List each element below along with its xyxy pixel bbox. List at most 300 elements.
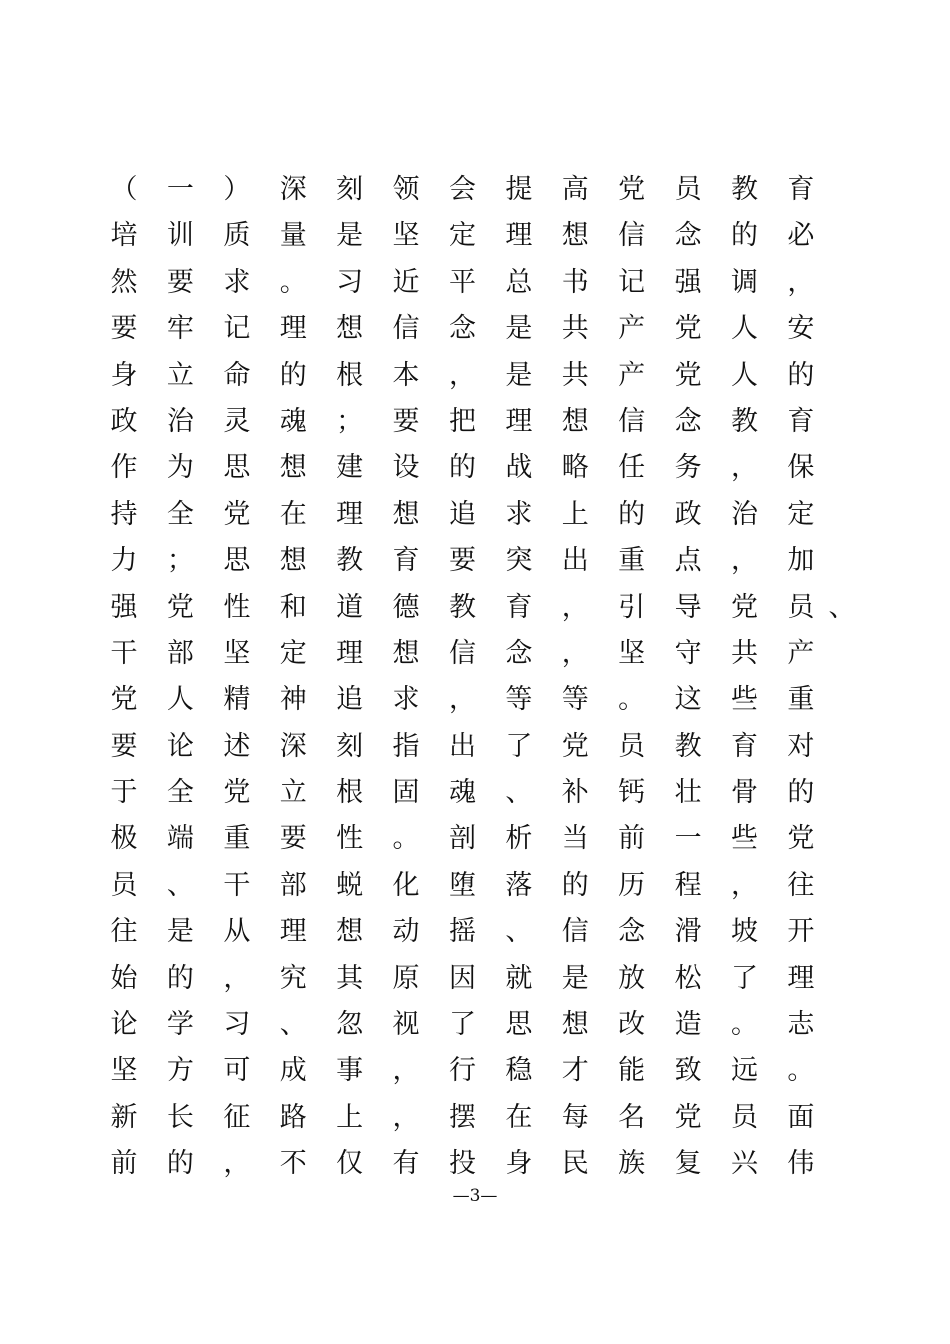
glyph: 面 <box>787 1101 815 1133</box>
glyph: 定 <box>279 637 307 669</box>
glyph: 想 <box>561 220 589 252</box>
text-line <box>110 1095 815 1141</box>
glyph: ， <box>448 684 476 716</box>
glyph: 共 <box>561 313 589 345</box>
glyph: 要 <box>166 266 194 298</box>
glyph: 信 <box>561 916 589 948</box>
glyph: 质 <box>223 220 251 252</box>
glyph: 对 <box>787 730 815 762</box>
glyph: 教 <box>448 591 476 623</box>
glyph: 信 <box>448 637 476 669</box>
glyph: 党 <box>674 1101 702 1133</box>
glyph: 、 <box>279 1009 307 1041</box>
glyph: 的 <box>166 962 194 994</box>
text-line <box>110 909 815 955</box>
glyph: 略 <box>561 452 589 484</box>
glyph: 。 <box>392 823 420 855</box>
glyph: 求 <box>223 266 251 298</box>
glyph: 人 <box>730 313 758 345</box>
glyph: 视 <box>392 1009 420 1041</box>
glyph: 。 <box>730 1009 758 1041</box>
glyph: 壮 <box>674 777 702 809</box>
glyph: 动 <box>392 916 420 948</box>
glyph: 育 <box>505 591 533 623</box>
text-line <box>110 863 815 909</box>
glyph: 党 <box>674 359 702 391</box>
glyph: 持 <box>110 498 138 530</box>
glyph: 投 <box>448 1148 476 1180</box>
glyph: ， <box>392 1055 420 1087</box>
glyph: 立 <box>166 359 194 391</box>
glyph: 思 <box>223 452 251 484</box>
glyph: 论 <box>166 730 194 762</box>
glyph: 是 <box>505 359 533 391</box>
glyph: 教 <box>730 174 758 205</box>
glyph: 人 <box>166 684 194 716</box>
glyph: 员 <box>618 730 646 762</box>
glyph: 求 <box>392 684 420 716</box>
glyph: 可 <box>223 1055 251 1087</box>
glyph: 引 <box>618 591 646 623</box>
glyph: 了 <box>505 730 533 762</box>
glyph: 的 <box>618 498 646 530</box>
glyph: 魂 <box>448 777 476 809</box>
glyph: 信 <box>618 220 646 252</box>
glyph: 堕 <box>448 869 476 901</box>
glyph: 干 <box>223 869 251 901</box>
glyph: 要 <box>448 545 476 577</box>
glyph: 会 <box>448 174 476 205</box>
glyph: 德 <box>392 591 420 623</box>
glyph: 记 <box>618 266 646 298</box>
text-line <box>110 538 815 584</box>
glyph: 治 <box>166 405 194 437</box>
glyph: ， <box>730 452 758 484</box>
glyph: 追 <box>448 498 476 530</box>
glyph: 治 <box>730 498 758 530</box>
glyph: ， <box>730 545 758 577</box>
glyph: 固 <box>392 777 420 809</box>
glyph: 的 <box>279 359 307 391</box>
glyph: 深 <box>279 174 307 205</box>
glyph: 才 <box>561 1055 589 1087</box>
glyph: 指 <box>392 730 420 762</box>
glyph: 名 <box>618 1101 646 1133</box>
glyph: 摆 <box>448 1101 476 1133</box>
glyph: 。 <box>787 1055 815 1087</box>
glyph: 记 <box>223 313 251 345</box>
glyph: 想 <box>561 1009 589 1041</box>
body-text <box>110 167 856 1188</box>
text-line <box>110 306 815 352</box>
text-line <box>110 445 815 491</box>
text-line <box>110 956 815 1002</box>
glyph: 念 <box>505 637 533 669</box>
glyph: 党 <box>787 823 815 855</box>
glyph: 的 <box>787 359 815 391</box>
glyph: 复 <box>674 1148 702 1180</box>
glyph: 部 <box>166 637 194 669</box>
glyph: 摇 <box>448 916 476 948</box>
glyph: 总 <box>505 266 533 298</box>
text-line <box>110 167 815 213</box>
glyph: 这 <box>674 684 702 716</box>
glyph: 要 <box>110 730 138 762</box>
glyph: 、 <box>505 777 533 809</box>
glyph: 析 <box>505 823 533 855</box>
glyph: 党 <box>223 498 251 530</box>
glyph: 员 <box>110 869 138 901</box>
glyph: 共 <box>730 637 758 669</box>
glyph: 道 <box>336 591 364 623</box>
glyph: 述 <box>223 730 251 762</box>
glyph: 开 <box>787 916 815 948</box>
glyph: 量 <box>279 220 307 252</box>
glyph: 党 <box>561 730 589 762</box>
glyph: 性 <box>336 823 364 855</box>
text-line <box>110 677 815 723</box>
glyph: 族 <box>618 1148 646 1180</box>
glyph: 人 <box>730 359 758 391</box>
glyph: 极 <box>110 823 138 855</box>
glyph: 要 <box>279 823 307 855</box>
glyph: 是 <box>166 916 194 948</box>
glyph: 育 <box>392 545 420 577</box>
glyph: 每 <box>561 1101 589 1133</box>
glyph: 产 <box>618 313 646 345</box>
glyph: 等 <box>505 684 533 716</box>
text-line <box>110 1048 815 1094</box>
glyph: 论 <box>110 1009 138 1041</box>
glyph: 等 <box>561 684 589 716</box>
glyph: 魂 <box>279 405 307 437</box>
glyph: 些 <box>730 823 758 855</box>
glyph: 任 <box>618 452 646 484</box>
glyph: 突 <box>505 545 533 577</box>
glyph: 理 <box>787 962 815 994</box>
glyph: 的 <box>166 1148 194 1180</box>
glyph: 党 <box>166 591 194 623</box>
glyph: 稳 <box>505 1055 533 1087</box>
glyph: 想 <box>336 313 364 345</box>
glyph: 路 <box>279 1101 307 1133</box>
glyph: 兴 <box>730 1148 758 1180</box>
glyph: 本 <box>392 359 420 391</box>
glyph: 仅 <box>336 1148 364 1180</box>
glyph: 造 <box>674 1009 702 1041</box>
glyph: 改 <box>618 1009 646 1041</box>
glyph: 根 <box>336 359 364 391</box>
glyph: 想 <box>392 637 420 669</box>
glyph: 育 <box>787 174 815 205</box>
glyph: 究 <box>279 962 307 994</box>
glyph: 产 <box>787 637 815 669</box>
glyph: 政 <box>110 405 138 437</box>
glyph: 的 <box>448 452 476 484</box>
glyph: 的 <box>730 220 758 252</box>
glyph: 远 <box>730 1055 758 1087</box>
glyph: 了 <box>448 1009 476 1041</box>
glyph: 从 <box>223 916 251 948</box>
glyph: 平 <box>448 266 476 298</box>
glyph: 党 <box>674 313 702 345</box>
glyph: 理 <box>279 916 307 948</box>
glyph: 身 <box>110 359 138 391</box>
glyph: 训 <box>166 220 194 252</box>
glyph: 领 <box>392 174 420 205</box>
glyph: 事 <box>336 1055 364 1087</box>
glyph: 理 <box>336 498 364 530</box>
glyph: 点 <box>674 545 702 577</box>
glyph: 出 <box>448 730 476 762</box>
glyph: 补 <box>561 777 589 809</box>
glyph: 坚 <box>110 1055 138 1087</box>
glyph: 习 <box>336 266 364 298</box>
glyph: ； <box>166 545 194 577</box>
glyph: 安 <box>787 313 815 345</box>
glyph: 重 <box>618 545 646 577</box>
glyph: 骨 <box>730 777 758 809</box>
text-line <box>110 631 815 677</box>
glyph: 育 <box>787 405 815 437</box>
glyph: 立 <box>279 777 307 809</box>
glyph: 全 <box>166 498 194 530</box>
glyph: 是 <box>561 962 589 994</box>
glyph: 牢 <box>166 313 194 345</box>
glyph: 的 <box>787 777 815 809</box>
glyph: ， <box>223 1148 251 1180</box>
glyph: 定 <box>448 220 476 252</box>
glyph: 出 <box>561 545 589 577</box>
text-line <box>110 260 815 306</box>
text-line <box>110 213 815 259</box>
glyph: 剖 <box>448 823 476 855</box>
glyph: 党 <box>618 174 646 205</box>
glyph: 深 <box>279 730 307 762</box>
glyph: 始 <box>110 962 138 994</box>
glyph: 信 <box>618 405 646 437</box>
glyph: 是 <box>505 313 533 345</box>
glyph: 强 <box>674 266 702 298</box>
glyph: 书 <box>561 266 589 298</box>
glyph: 设 <box>392 452 420 484</box>
glyph: 战 <box>505 452 533 484</box>
glyph: 往 <box>787 869 815 901</box>
glyph: 精 <box>223 684 251 716</box>
glyph: 端 <box>166 823 194 855</box>
glyph: 、 <box>505 916 533 948</box>
glyph: 性 <box>223 591 251 623</box>
glyph: 神 <box>279 684 307 716</box>
glyph: 定 <box>787 498 815 530</box>
glyph: 然 <box>110 266 138 298</box>
text-line <box>110 816 815 862</box>
glyph: 理 <box>336 637 364 669</box>
glyph: 忽 <box>336 1009 364 1041</box>
glyph: 建 <box>336 452 364 484</box>
overflow-glyph: 、 <box>828 591 856 623</box>
glyph: 坚 <box>618 637 646 669</box>
text-line <box>110 492 815 538</box>
glyph: 作 <box>110 452 138 484</box>
glyph: 学 <box>166 1009 194 1041</box>
glyph: 些 <box>730 684 758 716</box>
glyph: 历 <box>618 869 646 901</box>
text-line <box>110 1141 815 1187</box>
glyph: 上 <box>561 498 589 530</box>
glyph: 念 <box>674 405 702 437</box>
glyph: 想 <box>279 452 307 484</box>
glyph: 长 <box>166 1101 194 1133</box>
glyph: 思 <box>223 545 251 577</box>
glyph: 钙 <box>618 777 646 809</box>
glyph: 念 <box>674 220 702 252</box>
glyph: 于 <box>110 777 138 809</box>
glyph: 要 <box>110 313 138 345</box>
glyph: ， <box>787 266 815 298</box>
glyph: 身 <box>505 1148 533 1180</box>
text-line <box>110 399 815 445</box>
glyph: 员 <box>674 174 702 205</box>
glyph: 共 <box>561 359 589 391</box>
glyph: 产 <box>618 359 646 391</box>
page-number: —3— <box>452 1186 498 1206</box>
glyph: 要 <box>392 405 420 437</box>
glyph: 必 <box>787 220 815 252</box>
glyph: 思 <box>505 1009 533 1041</box>
glyph: 党 <box>730 591 758 623</box>
glyph: 方 <box>166 1055 194 1087</box>
glyph: 一 <box>166 174 194 205</box>
text-line <box>110 353 815 399</box>
glyph: 的 <box>561 869 589 901</box>
text-line <box>110 1002 815 1048</box>
glyph: 不 <box>279 1148 307 1180</box>
glyph: 教 <box>336 545 364 577</box>
glyph: 放 <box>618 962 646 994</box>
glyph: 是 <box>336 220 364 252</box>
glyph: 念 <box>448 313 476 345</box>
glyph: 化 <box>392 869 420 901</box>
glyph: 把 <box>448 405 476 437</box>
glyph: ； <box>336 405 364 437</box>
text-line <box>110 724 815 770</box>
glyph: 重 <box>787 684 815 716</box>
glyph: 有 <box>392 1148 420 1180</box>
glyph: 加 <box>787 545 815 577</box>
glyph: 想 <box>336 916 364 948</box>
glyph: 伟 <box>787 1148 815 1180</box>
glyph: 部 <box>279 869 307 901</box>
glyph: 保 <box>787 452 815 484</box>
glyph: 命 <box>223 359 251 391</box>
glyph: 培 <box>110 220 138 252</box>
glyph: 力 <box>110 545 138 577</box>
glyph: 志 <box>787 1009 815 1041</box>
glyph: 员 <box>787 591 815 623</box>
glyph: ， <box>223 962 251 994</box>
glyph: 一 <box>674 823 702 855</box>
glyph: 致 <box>674 1055 702 1087</box>
text-line <box>110 585 856 631</box>
glyph: 前 <box>110 1148 138 1180</box>
glyph: 往 <box>110 916 138 948</box>
glyph: 信 <box>392 313 420 345</box>
glyph: ） <box>223 174 251 205</box>
glyph: 育 <box>730 730 758 762</box>
glyph: ， <box>448 359 476 391</box>
glyph: 蜕 <box>336 869 364 901</box>
glyph: 习 <box>223 1009 251 1041</box>
glyph: 能 <box>618 1055 646 1087</box>
glyph: 行 <box>448 1055 476 1087</box>
glyph: 党 <box>223 777 251 809</box>
glyph: 干 <box>110 637 138 669</box>
glyph: 在 <box>279 498 307 530</box>
glyph: 上 <box>336 1101 364 1133</box>
glyph: 当 <box>561 823 589 855</box>
glyph: 新 <box>110 1101 138 1133</box>
glyph: 刻 <box>336 730 364 762</box>
glyph: 追 <box>336 684 364 716</box>
glyph: 导 <box>674 591 702 623</box>
glyph: 理 <box>505 220 533 252</box>
glyph: ， <box>730 869 758 901</box>
glyph: 滑 <box>674 916 702 948</box>
glyph: 。 <box>279 266 307 298</box>
glyph: 征 <box>223 1101 251 1133</box>
glyph: 程 <box>674 869 702 901</box>
glyph: 全 <box>166 777 194 809</box>
glyph: 。 <box>618 684 646 716</box>
glyph: 党 <box>110 684 138 716</box>
glyph: 理 <box>279 313 307 345</box>
glyph: 提 <box>505 174 533 205</box>
glyph: 高 <box>561 174 589 205</box>
text-line <box>110 770 815 816</box>
glyph: 理 <box>505 405 533 437</box>
glyph: 和 <box>279 591 307 623</box>
glyph: 坡 <box>730 916 758 948</box>
glyph: 在 <box>505 1101 533 1133</box>
glyph: 员 <box>730 1101 758 1133</box>
glyph: 近 <box>392 266 420 298</box>
glyph: 念 <box>618 916 646 948</box>
glyph: 想 <box>392 498 420 530</box>
glyph: 调 <box>730 266 758 298</box>
glyph: 落 <box>505 869 533 901</box>
glyph: 坚 <box>223 637 251 669</box>
glyph: ， <box>392 1101 420 1133</box>
glyph: 强 <box>110 591 138 623</box>
glyph: 教 <box>730 405 758 437</box>
glyph: 成 <box>279 1055 307 1087</box>
glyph: 就 <box>505 962 533 994</box>
glyph: 因 <box>448 962 476 994</box>
glyph: 守 <box>674 637 702 669</box>
glyph: 想 <box>561 405 589 437</box>
glyph: ， <box>561 591 589 623</box>
glyph: 重 <box>223 823 251 855</box>
glyph: 民 <box>561 1148 589 1180</box>
glyph: 前 <box>618 823 646 855</box>
glyph: 务 <box>674 452 702 484</box>
glyph: 松 <box>674 962 702 994</box>
glyph: 灵 <box>223 405 251 437</box>
glyph: 为 <box>166 452 194 484</box>
glyph: 了 <box>730 962 758 994</box>
glyph: 刻 <box>336 174 364 205</box>
